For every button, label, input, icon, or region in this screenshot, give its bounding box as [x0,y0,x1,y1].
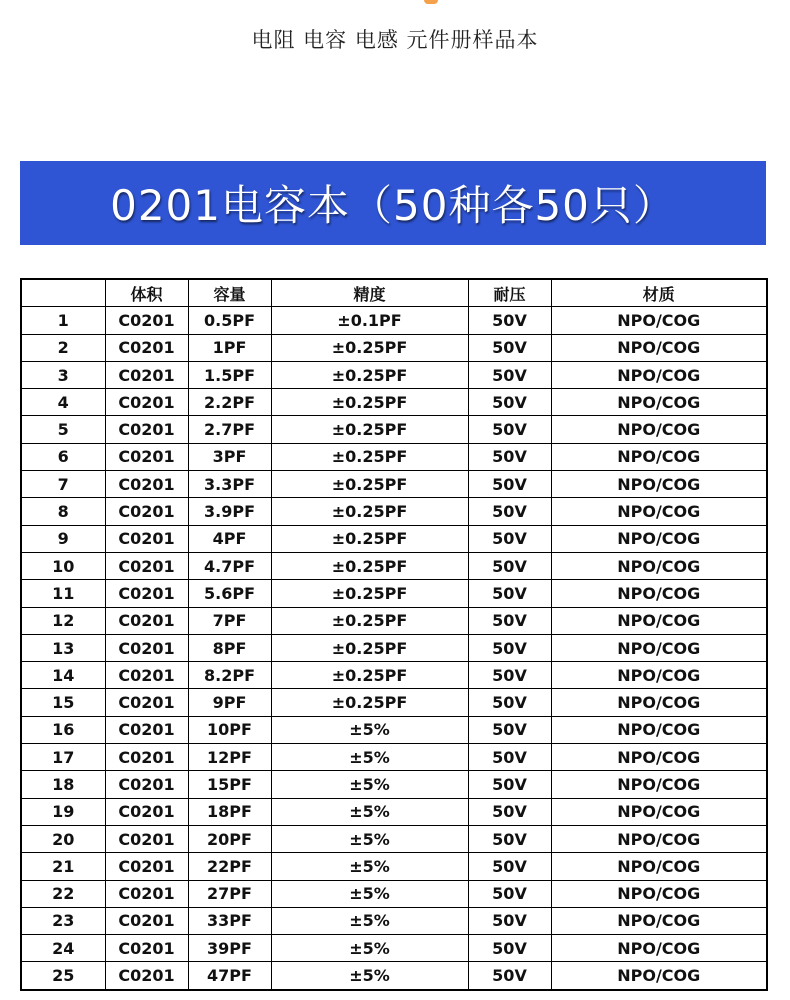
package-cell: C0201 [105,689,188,716]
voltage-cell: 50V [468,744,551,771]
material-cell: NPO/COG [551,880,767,907]
row-index-cell: 12 [21,607,105,634]
package-cell: C0201 [105,471,188,498]
tolerance-cell: ±5% [271,798,468,825]
tolerance-cell: ±0.25PF [271,498,468,525]
voltage-cell: 50V [468,907,551,934]
capacitance-cell: 4.7PF [188,552,271,579]
tolerance-cell: ±0.25PF [271,607,468,634]
tolerance-cell: ±5% [271,880,468,907]
voltage-cell: 50V [468,580,551,607]
capacitance-cell: 10PF [188,716,271,743]
tolerance-cell: ±5% [271,771,468,798]
row-index-cell: 7 [21,471,105,498]
material-cell: NPO/COG [551,744,767,771]
package-cell: C0201 [105,880,188,907]
package-cell: C0201 [105,416,188,443]
row-index-cell: 8 [21,498,105,525]
capacitance-cell: 33PF [188,907,271,934]
table-body [21,307,767,990]
row-index-cell: 23 [21,907,105,934]
column-header-package: 体积 [105,279,188,307]
column-header-tolerance: 精度 [271,279,468,307]
voltage-cell: 50V [468,689,551,716]
row-index-cell: 19 [21,798,105,825]
material-cell: NPO/COG [551,443,767,470]
voltage-cell: 50V [468,443,551,470]
table-row [21,771,767,798]
voltage-cell: 50V [468,634,551,661]
voltage-cell: 50V [468,825,551,852]
voltage-cell: 50V [468,935,551,962]
table-row [21,389,767,416]
tolerance-cell: ±0.25PF [271,471,468,498]
row-index-cell: 16 [21,716,105,743]
row-index-cell: 5 [21,416,105,443]
table-row [21,744,767,771]
row-index-cell: 25 [21,962,105,990]
voltage-cell: 50V [468,307,551,334]
voltage-cell: 50V [468,416,551,443]
package-cell: C0201 [105,498,188,525]
material-cell: NPO/COG [551,525,767,552]
package-cell: C0201 [105,662,188,689]
row-index-cell: 2 [21,334,105,361]
column-header-capacitance: 容量 [188,279,271,307]
capacitance-cell: 12PF [188,744,271,771]
tolerance-cell: ±0.25PF [271,361,468,388]
tolerance-cell: ±0.25PF [271,389,468,416]
capacitor-spec-table [20,278,768,991]
material-cell: NPO/COG [551,907,767,934]
row-index-cell: 9 [21,525,105,552]
table-row [21,580,767,607]
tolerance-cell: ±0.25PF [271,552,468,579]
capacitance-cell: 2.2PF [188,389,271,416]
capacitance-cell: 8PF [188,634,271,661]
row-index-cell: 24 [21,935,105,962]
table-header-row [21,279,767,307]
package-cell: C0201 [105,389,188,416]
table-row [21,307,767,334]
row-index-cell: 1 [21,307,105,334]
voltage-cell: 50V [468,334,551,361]
capacitance-cell: 1.5PF [188,361,271,388]
voltage-cell: 50V [468,662,551,689]
row-index-cell: 15 [21,689,105,716]
voltage-cell: 50V [468,525,551,552]
package-cell: C0201 [105,443,188,470]
table-row [21,443,767,470]
tolerance-cell: ±0.25PF [271,334,468,361]
tolerance-cell: ±0.25PF [271,580,468,607]
voltage-cell: 50V [468,798,551,825]
voltage-cell: 50V [468,471,551,498]
material-cell: NPO/COG [551,607,767,634]
capacitance-cell: 15PF [188,771,271,798]
row-index-cell: 21 [21,853,105,880]
row-index-cell: 20 [21,825,105,852]
package-cell: C0201 [105,634,188,661]
table-row [21,607,767,634]
material-cell: NPO/COG [551,416,767,443]
capacitance-cell: 7PF [188,607,271,634]
table-row [21,935,767,962]
tolerance-cell: ±0.25PF [271,634,468,661]
package-cell: C0201 [105,552,188,579]
material-cell: NPO/COG [551,689,767,716]
tolerance-cell: ±0.1PF [271,307,468,334]
table-row [21,689,767,716]
tolerance-cell: ±5% [271,935,468,962]
tolerance-cell: ±0.25PF [271,525,468,552]
table-row [21,853,767,880]
voltage-cell: 50V [468,853,551,880]
table-row [21,880,767,907]
capacitance-cell: 9PF [188,689,271,716]
voltage-cell: 50V [468,552,551,579]
table-row [21,498,767,525]
tolerance-cell: ±0.25PF [271,662,468,689]
table-row [21,361,767,388]
package-cell: C0201 [105,907,188,934]
voltage-cell: 50V [468,361,551,388]
material-cell: NPO/COG [551,716,767,743]
capacitance-cell: 4PF [188,525,271,552]
row-index-cell: 13 [21,634,105,661]
material-cell: NPO/COG [551,471,767,498]
material-cell: NPO/COG [551,798,767,825]
tolerance-cell: ±5% [271,907,468,934]
voltage-cell: 50V [468,771,551,798]
tolerance-cell: ±5% [271,962,468,990]
material-cell: NPO/COG [551,552,767,579]
voltage-cell: 50V [468,716,551,743]
capacitance-cell: 18PF [188,798,271,825]
material-cell: NPO/COG [551,389,767,416]
material-cell: NPO/COG [551,580,767,607]
material-cell: NPO/COG [551,935,767,962]
material-cell: NPO/COG [551,825,767,852]
row-index-cell: 10 [21,552,105,579]
row-index-cell: 18 [21,771,105,798]
material-cell: NPO/COG [551,771,767,798]
table-row [21,416,767,443]
voltage-cell: 50V [468,389,551,416]
tolerance-cell: ±5% [271,744,468,771]
column-header-material: 材质 [551,279,767,307]
package-cell: C0201 [105,334,188,361]
banner-title: 0201电容本（50种各50只） [110,181,676,230]
capacitance-cell: 47PF [188,962,271,990]
material-cell: NPO/COG [551,662,767,689]
row-index-cell: 3 [21,361,105,388]
voltage-cell: 50V [468,607,551,634]
package-cell: C0201 [105,607,188,634]
table-row [21,552,767,579]
capacitance-cell: 20PF [188,825,271,852]
capacitance-cell: 8.2PF [188,662,271,689]
table-row [21,471,767,498]
row-index-cell: 4 [21,389,105,416]
table-row [21,662,767,689]
capacitance-cell: 3.3PF [188,471,271,498]
material-cell: NPO/COG [551,853,767,880]
table-row [21,825,767,852]
capacitance-cell: 0.5PF [188,307,271,334]
package-cell: C0201 [105,962,188,990]
row-index-cell: 11 [21,580,105,607]
voltage-cell: 50V [468,880,551,907]
package-cell: C0201 [105,580,188,607]
tolerance-cell: ±0.25PF [271,689,468,716]
material-cell: NPO/COG [551,307,767,334]
voltage-cell: 50V [468,498,551,525]
capacitance-cell: 22PF [188,853,271,880]
table-row [21,525,767,552]
package-cell: C0201 [105,744,188,771]
column-header-voltage: 耐压 [468,279,551,307]
material-cell: NPO/COG [551,334,767,361]
package-cell: C0201 [105,716,188,743]
package-cell: C0201 [105,307,188,334]
voltage-cell: 50V [468,962,551,990]
top-decoration [424,0,438,4]
capacitance-cell: 2.7PF [188,416,271,443]
row-index-cell: 6 [21,443,105,470]
material-cell: NPO/COG [551,634,767,661]
tolerance-cell: ±5% [271,716,468,743]
package-cell: C0201 [105,361,188,388]
capacitance-cell: 1PF [188,334,271,361]
capacitance-cell: 27PF [188,880,271,907]
page-subtitle: 电阻 电容 电感 元件册样品本 [251,28,539,52]
capacitance-cell: 39PF [188,935,271,962]
package-cell: C0201 [105,798,188,825]
table-row [21,962,767,990]
material-cell: NPO/COG [551,361,767,388]
material-cell: NPO/COG [551,962,767,990]
material-cell: NPO/COG [551,498,767,525]
tolerance-cell: ±0.25PF [271,443,468,470]
tolerance-cell: ±0.25PF [271,416,468,443]
row-index-cell: 22 [21,880,105,907]
capacitance-cell: 5.6PF [188,580,271,607]
table-row [21,907,767,934]
package-cell: C0201 [105,771,188,798]
package-cell: C0201 [105,525,188,552]
package-cell: C0201 [105,935,188,962]
title-banner [20,161,766,245]
capacitance-cell: 3.9PF [188,498,271,525]
table-row [21,716,767,743]
tolerance-cell: ±5% [271,853,468,880]
row-index-cell: 17 [21,744,105,771]
table-row [21,798,767,825]
capacitance-cell: 3PF [188,443,271,470]
table-row [21,334,767,361]
column-header-index [21,279,105,307]
row-index-cell: 14 [21,662,105,689]
package-cell: C0201 [105,825,188,852]
package-cell: C0201 [105,853,188,880]
tolerance-cell: ±5% [271,825,468,852]
table-row [21,634,767,661]
